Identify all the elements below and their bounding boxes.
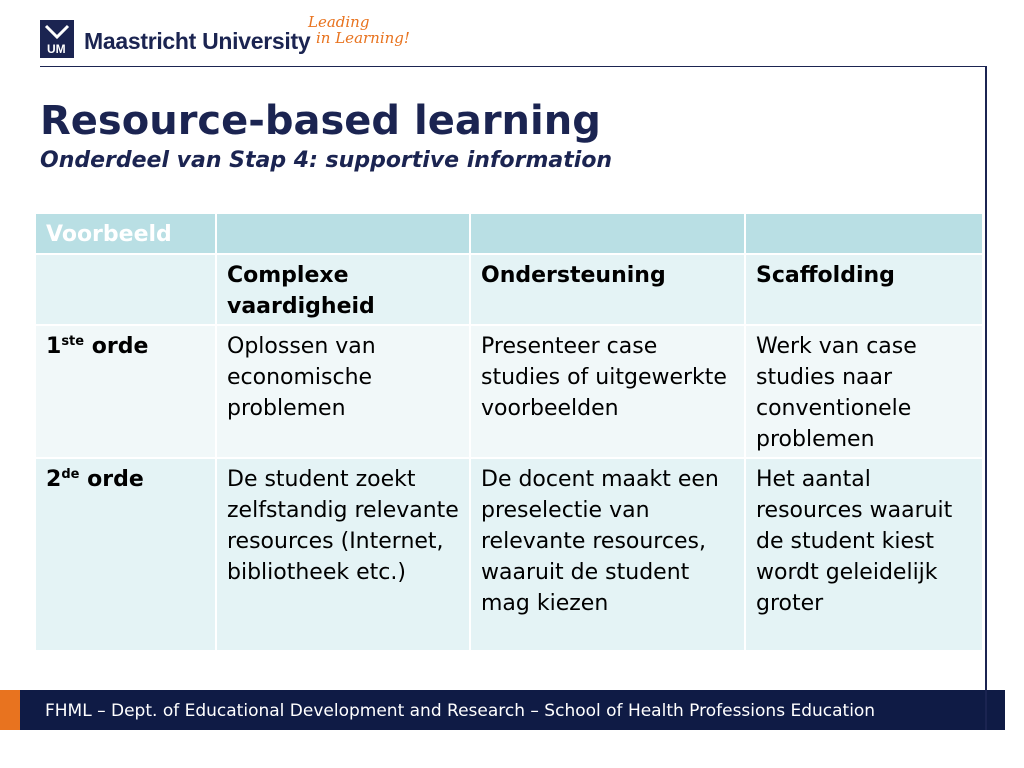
- footer-text: FHML – Dept. of Educational Development and Research – School of Health Professions Education: [45, 701, 876, 721]
- row-label-word: orde: [87, 467, 144, 492]
- column-header-scaffolding: Scaffolding: [745, 254, 983, 325]
- cell-scaffolding: Werk van case studies naar conventionele problemen: [745, 325, 983, 458]
- table-row-column-headers: [35, 254, 983, 325]
- table-row: [35, 458, 983, 651]
- university-name: Maastricht University: [84, 28, 311, 54]
- row-label-num: 1: [46, 334, 62, 359]
- tagline: [308, 14, 418, 46]
- empty-header-cell: [35, 254, 216, 325]
- table-row: [35, 325, 983, 458]
- row-label-1ste-orde: [35, 325, 216, 458]
- row-label-sup: ste: [61, 334, 85, 349]
- header-divider: [40, 66, 986, 67]
- row-label-2de-orde: [35, 458, 216, 651]
- right-border-line: [985, 66, 987, 730]
- slide-title: Resource-based learning: [40, 98, 601, 144]
- row-label-sup: de: [61, 467, 80, 482]
- column-header-complexe: Complexe vaardigheid: [216, 254, 470, 325]
- row-label-word: orde: [91, 334, 149, 359]
- footer-end-cap: [987, 690, 1005, 730]
- tagline-line-2: in Learning!: [316, 29, 410, 47]
- footer-accent: [0, 690, 20, 730]
- band-cell: [470, 213, 745, 254]
- band-cell: [745, 213, 983, 254]
- footer-bar: [20, 690, 985, 730]
- slide-subtitle: Onderdeel van Stap 4: supportive information: [40, 148, 613, 173]
- cell-ondersteuning: De docent maakt een preselectie van relevante resources, waaruit de student mag kiezen: [470, 458, 745, 651]
- cell-complexe: Oplossen van economische problemen: [216, 325, 470, 458]
- cell-scaffolding: Het aantal resources waaruit de student kiest wordt geleidelijk groter: [745, 458, 983, 651]
- table-header-band: [35, 213, 983, 254]
- band-label: Voorbeeld: [35, 213, 216, 254]
- cell-ondersteuning: Presenteer case studies of uitgewerkte voorbeelden: [470, 325, 745, 458]
- um-logo-icon: [40, 20, 74, 58]
- cell-complexe: De student zoekt zelfstandig relevante resources (Internet, bibliotheek etc.): [216, 458, 470, 651]
- column-header-ondersteuning: Ondersteuning: [470, 254, 745, 325]
- row-label-num: 2: [46, 467, 62, 492]
- tagline-line-1: Leading: [308, 13, 370, 31]
- comparison-table: [34, 212, 984, 652]
- band-cell: [216, 213, 470, 254]
- svg-text:UM: UM: [47, 42, 66, 56]
